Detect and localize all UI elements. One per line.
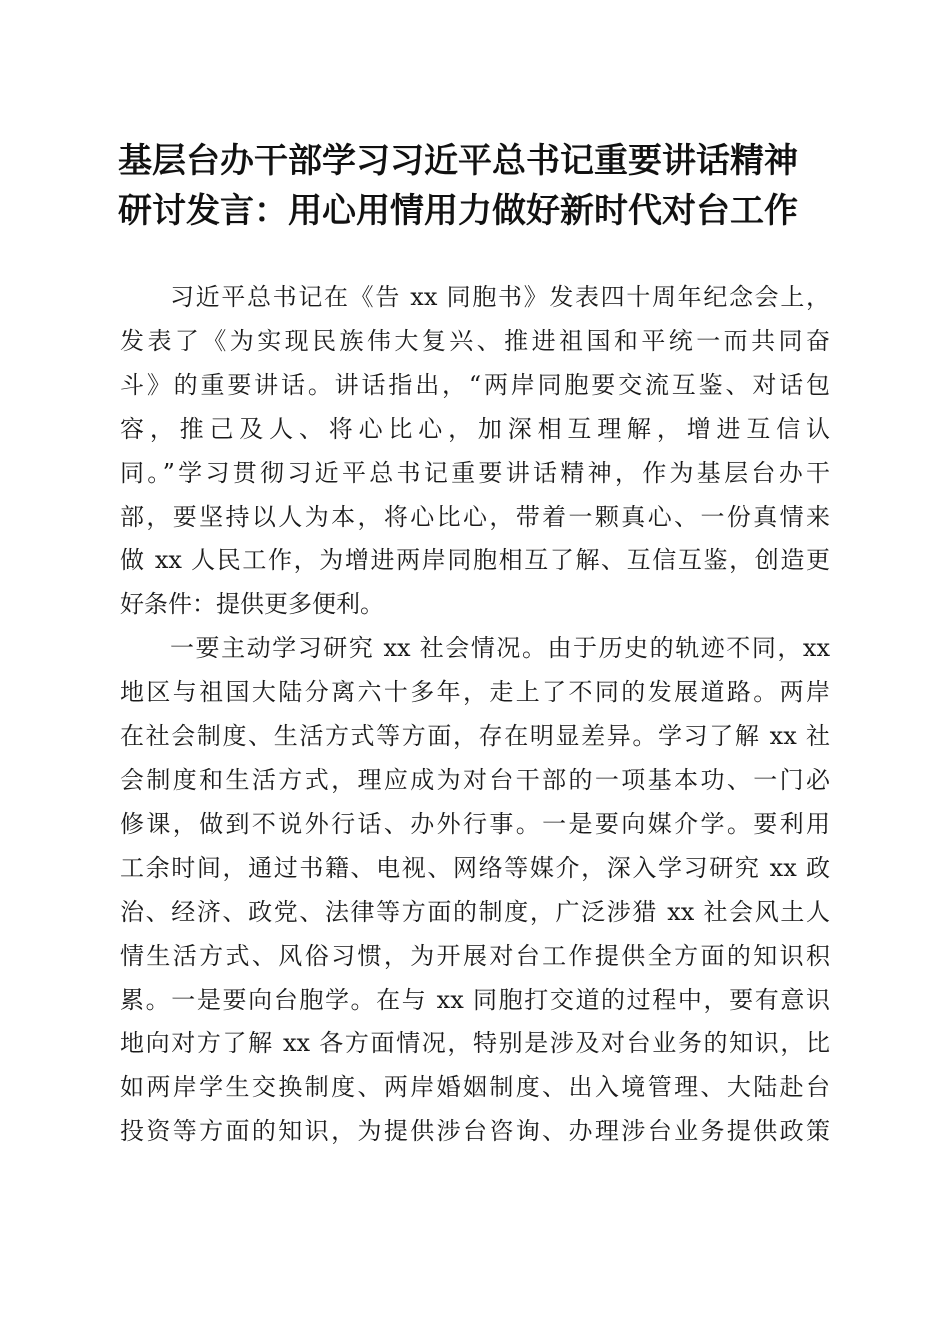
text-line: 如两岸学生交换制度、两岸婚姻制度、出入境管理、大陆赴台 (120, 1073, 830, 1102)
text-line: 好条件：提供更多便利。 (120, 590, 384, 619)
text-line: 情生活方式、风俗习惯，为开展对台工作提供全方面的知识积 (120, 941, 830, 970)
text-line: 治、经济、政党、法律等方面的制度，广泛涉猎 xx 社会风土人 (120, 897, 830, 926)
title-line: 基层台办干部学习习近平总书记重要讲话精神 (118, 141, 798, 181)
text-line: 修课，做到不说外行话、办外行事。一是要向媒介学。要利用 (120, 809, 830, 838)
text-line: 在社会制度、生活方式等方面，存在明显差异。学习了解 xx 社 (120, 722, 830, 751)
text-line: 投资等方面的知识，为提供涉台咨询、办理涉台业务提供政策 (120, 1117, 830, 1146)
document-body (120, 276, 830, 1154)
document-title (118, 136, 838, 236)
paragraph (120, 276, 830, 627)
text-line: 习近平总书记在《告 xx 同胞书》发表四十周年纪念会上， (170, 283, 830, 311)
text-line: 发表了《为实现民族伟大复兴、推进祖国和平统一而共同奋 (120, 326, 830, 355)
title-line: 研讨发言：用心用情用力做好新时代对台工作 (118, 191, 798, 231)
text-line: 工余时间，通过书籍、电视、网络等媒介，深入学习研究 xx 政 (120, 853, 830, 882)
paragraph (120, 627, 830, 1154)
text-line: 一要主动学习研究 xx 社会情况。由于历史的轨迹不同，xx (170, 634, 830, 663)
text-line: 部，要坚持以人为本，将心比心，带着一颗真心、一份真情来 (120, 502, 830, 531)
text-line: 同。”学习贯彻习近平总书记重要讲话精神，作为基层台办干 (120, 458, 830, 487)
text-line: 斗》的重要讲话。讲话指出，“两岸同胞要交流互鉴、对话包 (120, 370, 830, 399)
text-line: 地向对方了解 xx 各方面情况，特别是涉及对台业务的知识，比 (120, 1029, 830, 1058)
text-line: 做 xx 人民工作，为增进两岸同胞相互了解、互信互鉴，创造更 (120, 546, 830, 575)
text-line: 地区与祖国大陆分离六十多年，走上了不同的发展道路。两岸 (120, 678, 830, 707)
text-line: 会制度和生活方式，理应成为对台干部的一项基本功、一门必 (120, 765, 830, 794)
text-line: 容，推己及人、将心比心，加深相互理解，增进互信认 (120, 414, 830, 443)
text-line: 累。一是要向台胞学。在与 xx 同胞打交道的过程中，要有意识 (120, 985, 830, 1014)
